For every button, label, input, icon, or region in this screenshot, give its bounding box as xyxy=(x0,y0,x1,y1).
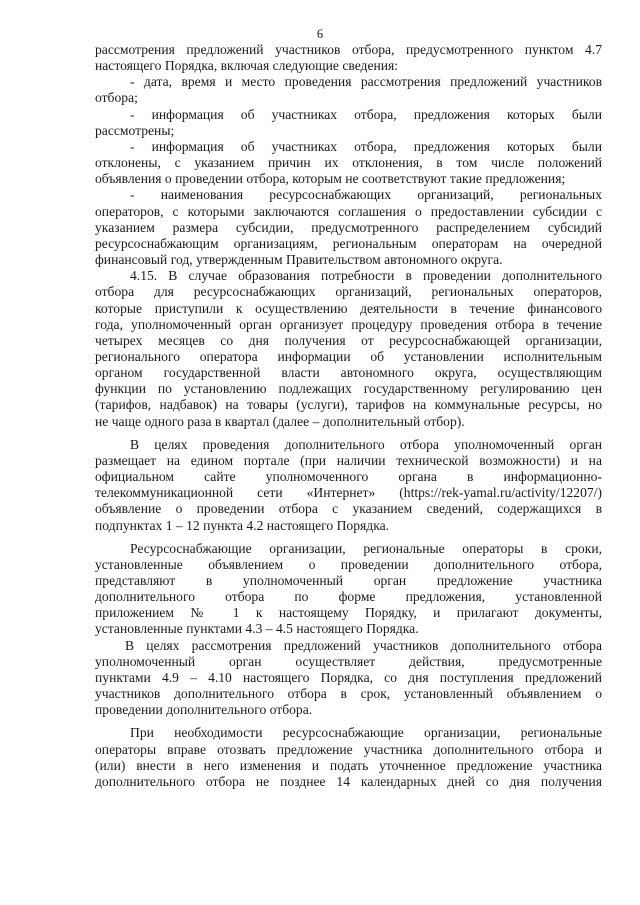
text-line: дополнительного отбора не позднее 14 календарных дней со дня получения xyxy=(95,773,602,789)
text-line: отбора для ресурсоснабжающих организаций, региональных операторов, xyxy=(95,284,602,300)
text-line: объявление о проведении отбора с указанием сведений, содержащихся в xyxy=(95,501,602,517)
text-line: регионального оператора информации об установлении исполнительным xyxy=(95,348,602,364)
text-line: установленные пунктами 4.3 – 4.5 настоящего Порядка. xyxy=(95,621,419,637)
text-line: представляют в уполномоченный орган предложение участника xyxy=(95,573,602,588)
text-line: настоящего Порядка, включая следующие сведения: xyxy=(95,58,399,74)
text-line: рассмотрены; xyxy=(95,122,175,138)
text-line: объявления о проведении отбора, которым не соответствуют такие предложения; xyxy=(95,171,566,187)
text-line: - наименования ресурсоснабжающих организаций, региональных xyxy=(130,187,602,203)
text-line: финансовый год, утвержденным Правительством автономного округа. xyxy=(95,252,503,268)
text-line: телекоммуникационной сети «Интернет» (https://rek-yamal.ru/activity/12207/) xyxy=(95,485,602,501)
text-line: В целях проведения дополнительного отбора уполномоченный орган xyxy=(130,436,602,452)
text-line: При необходимости ресурсоснабжающие организации, региональные xyxy=(130,725,602,741)
text-line: операторов, с которыми заключаются соглашения о предоставлении субсидии с xyxy=(95,203,602,219)
text-line: пунктами 4.9 – 4.10 настоящего Порядка, со дня поступления предложений xyxy=(95,669,602,685)
text-line: года, уполномоченный орган организует процедуру проведения отбора в течение xyxy=(95,316,602,332)
text-line: - информация об участниках отбора, предложения которых были xyxy=(130,138,602,154)
text-line: проведении дополнительного отбора. xyxy=(95,702,313,718)
text-line: участников дополнительного отбора в срок, установленный объявлением о xyxy=(95,686,602,702)
page-number: 6 xyxy=(316,27,324,41)
text-line: подпунктах 1 – 12 пункта 4.2 настоящего Порядка. xyxy=(95,517,390,533)
text-line: рассмотрения предложений участников отбора, предусмотренного пунктом 4.7 xyxy=(95,42,602,57)
text-line: 4.15. В случае образования потребности в проведении дополнительного xyxy=(130,268,602,284)
text-line: приложением № 1 к настоящему Порядку, и прилагают документы, xyxy=(95,605,602,621)
text-line: В целях рассмотрения предложений участников дополнительного отбора xyxy=(125,637,602,653)
text-line: установленные объявлением о проведении дополнительного отбора, xyxy=(95,556,602,572)
text-line: указанием размера субсидии, предусмотренного распределением субсидий xyxy=(95,219,602,235)
text-line: не чаще одного раза в квартал (далее – дополнительный отбор). xyxy=(95,413,465,429)
text-line: (или) внести в него изменения и подать уточненное предложение участника xyxy=(95,757,602,773)
text-line: отклонены, с указанием причин их отклонения, в том числе положений xyxy=(95,155,602,171)
text-line: органом государственной власти автономного округа, осуществляющим xyxy=(95,365,602,381)
text-line: (тарифов, надбавок) на товары (услуги), тарифов на коммунальные ресурсы, но xyxy=(95,397,602,413)
text-line: операторы вправе отозвать предложение участника дополнительного отбора и xyxy=(95,741,602,757)
text-line: отбора; xyxy=(95,90,138,106)
text-line: официальном сайте уполномоченного органа в информационно- xyxy=(95,469,602,485)
document-body xyxy=(95,42,602,790)
text-line: ресурсоснабжающим организациям, региональным операторам на очередной xyxy=(95,235,602,251)
text-line: дополнительного отбора по форме предложения, установленной xyxy=(95,589,602,605)
text-line: - дата, время и место проведения рассмотрения предложений участников xyxy=(130,74,602,90)
text-line: которые приступили к осуществлению деятельности в течение финансового xyxy=(95,300,602,316)
text-line: уполномоченный орган осуществляет действия, предусмотренные xyxy=(95,653,602,669)
text-line: - информация об участниках отбора, предложения которых были xyxy=(130,106,602,122)
text-line: размещает на едином портале (при наличии технической возможности) и на xyxy=(95,452,602,468)
text-line: функции по установлению подлежащих государственному регулированию цен xyxy=(95,381,602,397)
text-line: четырех месяцев со дня получения от ресурсоснабжающей организации, xyxy=(95,332,602,348)
text-line: Ресурсоснабжающие организации, региональные операторы в сроки, xyxy=(130,540,602,556)
